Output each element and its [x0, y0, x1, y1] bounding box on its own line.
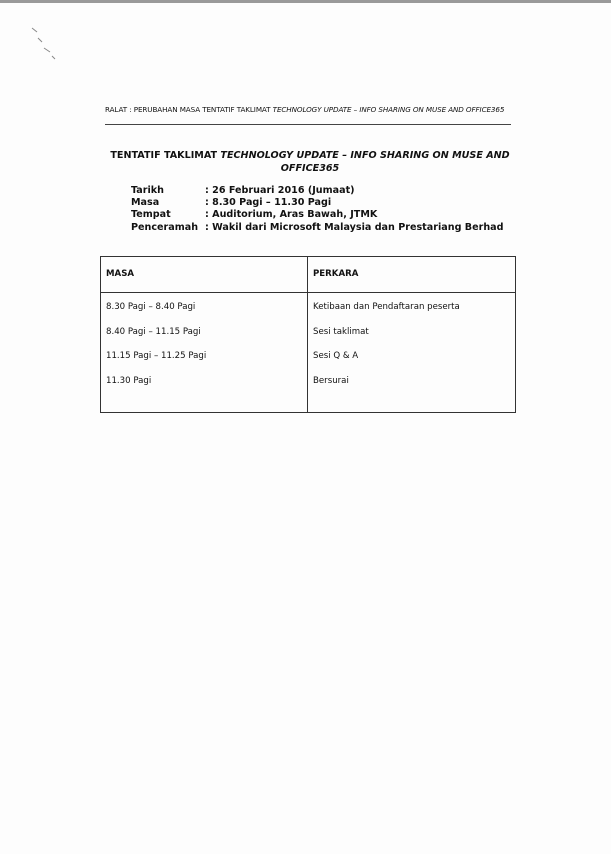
detail-value: : 8.30 Pagi – 11.30 Pagi — [205, 197, 332, 209]
perkara-cell: Bersurai — [313, 375, 349, 386]
masa-cell: 11.30 Pagi — [106, 375, 152, 386]
title-italic: TECHNOLOGY UPDATE – INFO SHARING ON MUSE AND OFFICE365 — [220, 150, 510, 174]
masa-column — [101, 293, 308, 413]
detail-label: Tempat — [131, 209, 171, 221]
perkara-cell: Sesi Q & A — [313, 351, 359, 361]
detail-row-tempat — [131, 209, 504, 221]
ralat-note — [105, 105, 515, 114]
masa-cell: 8.40 Pagi – 11.15 Pagi — [106, 326, 201, 337]
detail-label: Tarikh — [131, 185, 165, 196]
header-perkara: PERKARA — [308, 257, 516, 293]
table-header-row — [101, 257, 516, 293]
detail-row-penceramah — [131, 222, 504, 234]
detail-value: : Wakil dari Microsoft Malaysia dan Prestariang Berhad — [205, 221, 504, 233]
table-body-row — [101, 293, 516, 413]
masa-cell: 11.15 Pagi – 11.25 Pagi — [106, 351, 207, 361]
perkara-column — [308, 293, 516, 413]
title-prefix: TENTATIF TAKLIMAT — [110, 150, 221, 161]
document-title — [104, 149, 516, 175]
ralat-underline — [105, 124, 511, 125]
detail-value: : Auditorium, Aras Bawah, JTMK — [205, 209, 378, 221]
scan-edge-shadow — [0, 0, 611, 3]
perkara-cell: Sesi taklimat — [313, 326, 369, 337]
masa-cell: 8.30 Pagi – 8.40 Pagi — [106, 302, 196, 312]
detail-value: : 26 Februari 2016 (Jumaat) — [205, 185, 355, 196]
detail-label: Penceramah — [131, 221, 199, 233]
ralat-prefix: RALAT : PERUBAHAN MASA TENTATIF TAKLIMAT — [105, 105, 273, 114]
scan-artifact-mark — [28, 22, 58, 62]
detail-row-masa — [131, 197, 504, 209]
schedule-table — [100, 256, 516, 413]
ralat-italic: TECHNOLOGY UPDATE – INFO SHARING ON MUSE AND OFFICE365 — [272, 105, 505, 114]
event-details — [131, 185, 504, 234]
header-masa: MASA — [101, 257, 308, 293]
perkara-cell: Ketibaan dan Pendaftaran peserta — [313, 302, 460, 312]
detail-row-tarikh — [131, 185, 504, 197]
detail-label: Masa — [131, 197, 160, 209]
